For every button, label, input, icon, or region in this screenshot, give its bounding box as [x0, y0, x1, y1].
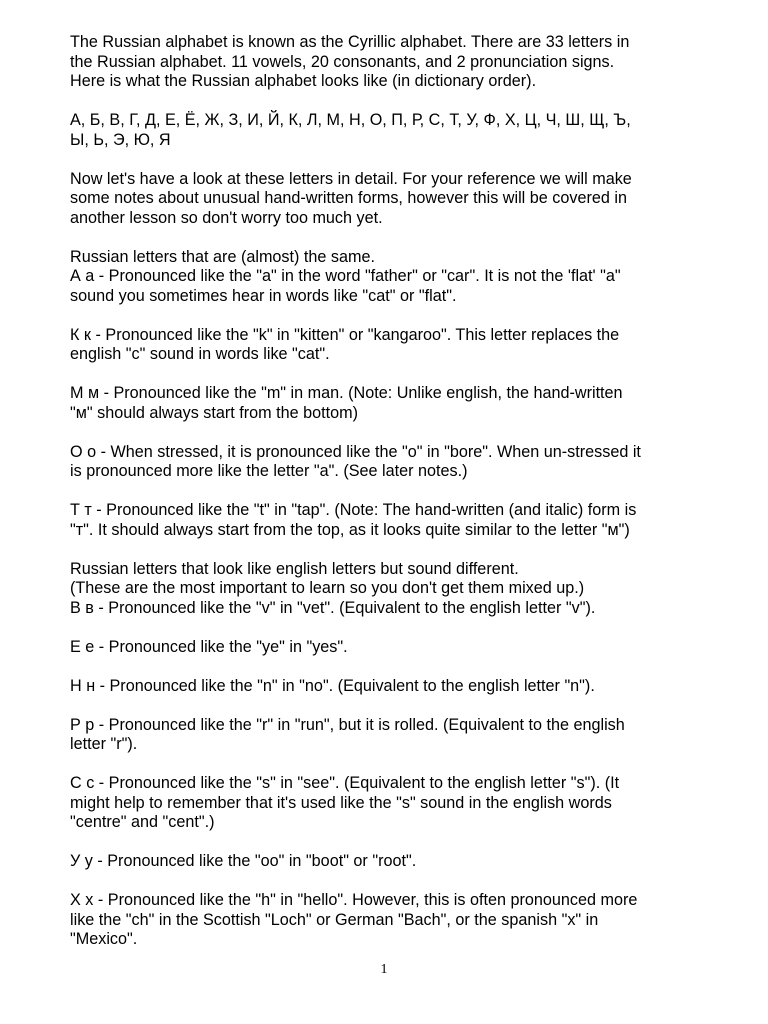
text-line: Е е - Pronounced like the "ye" in "yes". [70, 637, 348, 656]
text-line: А а - Pronounced like the "a" in the word "father" or "car". It is not the 'flat' "a" [70, 267, 621, 285]
alphabet-list [70, 111, 720, 150]
text-line: like the "ch" in the Scottish "Loch" or German "Bach", or the spanish "x" in [70, 910, 599, 929]
text-line: another lesson so don't worry too much yet. [70, 208, 383, 227]
text-line: (These are the most important to learn so you don't get them mixed up.) [70, 579, 585, 597]
letter-kh-entry [70, 891, 720, 950]
text-line: "м" should always start from the bottom) [70, 403, 359, 422]
letter-t-entry [70, 501, 720, 540]
text-line: Now let's have a look at these letters in detail. For your reference we will make [70, 169, 632, 188]
letter-m-entry [70, 384, 720, 423]
text-line: Н н - Pronounced like the "n" in "no". (Equivalent to the english letter "n"). [70, 676, 595, 695]
text-line: Х х - Pronounced like the "h" in "hello". However, this is often pronounced more [70, 891, 638, 909]
letter-r-entry [70, 716, 720, 755]
letter-n-entry [70, 677, 720, 697]
intro-paragraph [70, 33, 720, 92]
text-line: some notes about unusual hand-written forms, however this will be covered in [70, 189, 627, 207]
text-line: The Russian alphabet is known as the Cyrillic alphabet. There are 33 letters in [70, 33, 630, 51]
text-line: "Mexico". [70, 930, 138, 948]
text-line: А, Б, В, Г, Д, Е, Ё, Ж, З, И, Й, К, Л, М, Н, О, П, Р, С, Т, У, Ф, Х, Ц, Ч, Ш, Щ, Ъ, [70, 111, 631, 129]
text-line: "centre" and "cent".) [70, 813, 215, 831]
document-body [70, 33, 720, 950]
letter-a-entry [70, 248, 720, 307]
text-line: В в - Pronounced like the "v" in "vet". (Equivalent to the english letter "v"). [70, 598, 596, 617]
letter-ye-entry [70, 638, 720, 658]
letter-s-entry [70, 774, 720, 833]
text-line: "т". It should always start from the top, as it looks quite similar to the letter "м") [70, 520, 630, 539]
text-line: М м - Pronounced like the "m" in man. (Note: Unlike english, the hand-written [70, 384, 623, 402]
text-line: english "c" sound in words like "cat". [70, 345, 330, 363]
text-line: О о - When stressed, it is pronounced like the "o" in "bore". When un-stressed it [70, 442, 641, 461]
letter-v-entry [70, 560, 720, 619]
text-line: Here is what the Russian alphabet looks like (in dictionary order). [70, 72, 537, 90]
text-line: might help to remember that it's used like the "s" sound in the english words [70, 793, 612, 812]
text-line: the Russian alphabet. 11 vowels, 20 consonants, and 2 pronunciation signs. [70, 52, 615, 71]
text-line: С с - Pronounced like the "s" in "see". (Equivalent to the english letter "s"). (It [70, 774, 620, 792]
text-line: У у - Pronounced like the "oo" in "boot" or "root". [70, 852, 417, 870]
letter-k-entry [70, 326, 720, 365]
letter-o-entry [70, 443, 720, 482]
details-intro-paragraph [70, 170, 720, 229]
text-line: letter "r"). [70, 735, 138, 753]
text-line: is pronounced more like the letter "a". (See later notes.) [70, 462, 468, 480]
text-line: Т т - Pronounced like the "t" in "tap". (Note: The hand-written (and italic) form is [70, 501, 637, 519]
text-line: Р р - Pronounced like the "r" in "run", but it is rolled. (Equivalent to the english [70, 715, 625, 734]
text-line: К к - Pronounced like the "k" in "kitten" or "kangaroo". This letter replaces the [70, 325, 620, 344]
text-line: sound you sometimes hear in words like "cat" or "flat". [70, 286, 457, 305]
text-line: Russian letters that look like english letters but sound different. [70, 559, 519, 578]
letter-u-entry [70, 852, 720, 872]
page-number: 1 [380, 962, 388, 977]
text-line: Russian letters that are (almost) the same. [70, 247, 375, 266]
text-line: Ы, Ь, Э, Ю, Я [70, 130, 171, 149]
